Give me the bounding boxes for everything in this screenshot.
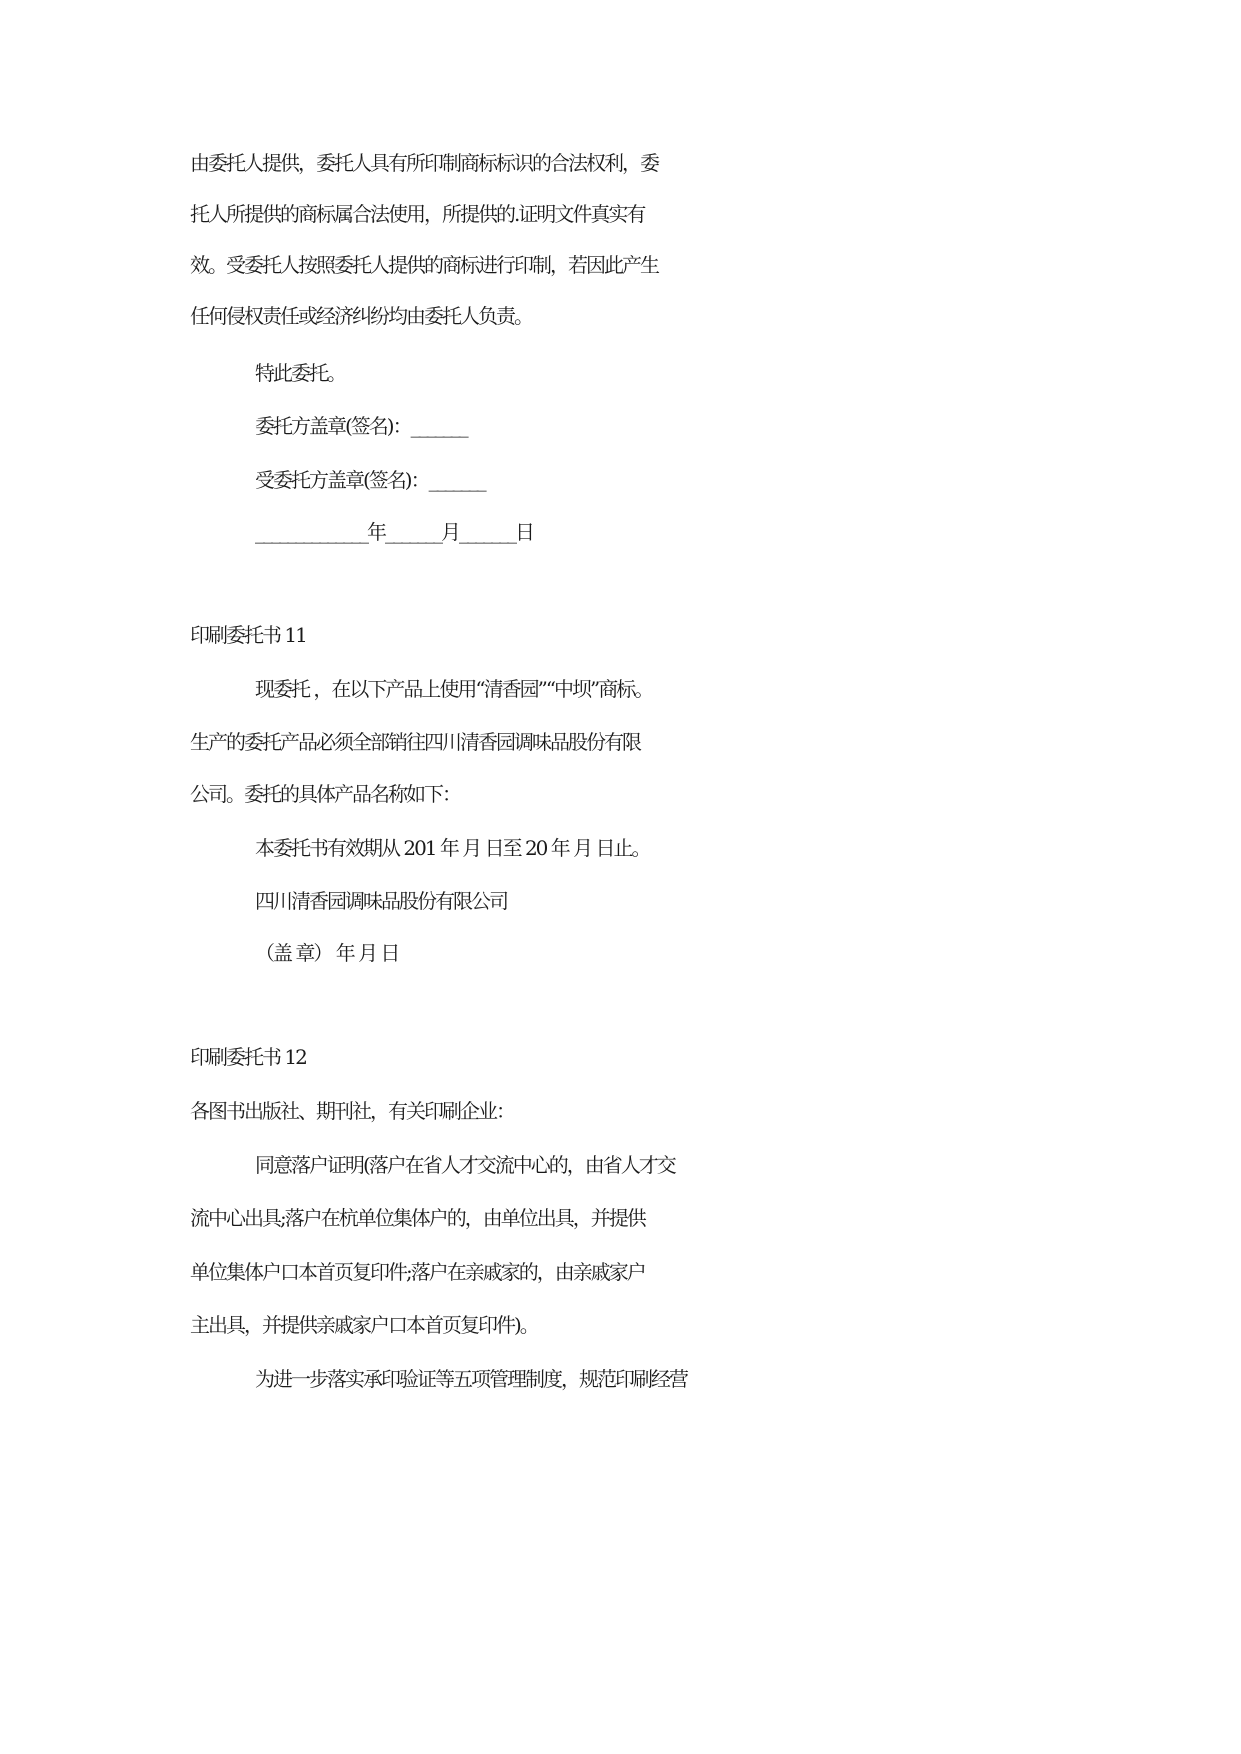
principal-signature-line: 委托方盖章(签名)：_______ xyxy=(255,414,467,438)
date-line: ______________年_______月_______日 xyxy=(255,520,533,544)
paragraph-line: 托人所提供的商标属合法使用，所提供的.证明文件真实有 xyxy=(190,202,645,226)
paragraph-line: 效。受委托人按照委托人提供的商标进行印制，若因此产生 xyxy=(190,253,658,277)
section-heading: 印刷委托书 12 xyxy=(190,1045,306,1069)
section-heading: 印刷委托书 11 xyxy=(190,623,306,647)
paragraph-line: 单位集体户口本首页复印件;落户在亲戚家的，由亲戚家户 xyxy=(190,1260,645,1284)
seal-date-line: （盖 章） 年 月 日 xyxy=(255,941,399,965)
paragraph-line: 主出具，并提供亲戚家户口本首页复印件)。 xyxy=(190,1313,538,1337)
paragraph-line: 为进一步落实承印验证等五项管理制度，规范印刷经营 xyxy=(255,1367,687,1391)
paragraph-line: 流中心出具;落户在杭单位集体户的，由单位出具，并提供 xyxy=(190,1206,645,1230)
paragraph-line: 任何侵权责任或经济纠纷均由委托人负责。 xyxy=(190,304,532,328)
paragraph-line: 现委托 ，在以下产品上使用“清香园”“中坝”商标。 xyxy=(255,677,653,701)
paragraph-line: 公司。委托的具体产品名称如下： xyxy=(190,782,460,806)
paragraph-line: 由委托人提供，委托人具有所印制商标标识的合法权利，委 xyxy=(190,151,658,175)
paragraph-line: 同意落户证明(落户在省人才交流中心的，由省人才交 xyxy=(255,1153,675,1177)
agent-signature-line: 受委托方盖章(签名)：_______ xyxy=(255,468,485,492)
validity-line: 本委托书有效期从 201 年 月 日至 20 年 月 日止。 xyxy=(255,836,650,860)
closing-text: 特此委托。 xyxy=(255,361,345,385)
salutation: 各图书出版社、期刊社，有关印刷企业： xyxy=(190,1099,514,1123)
company-name: 四川清香园调味品股份有限公司 xyxy=(255,889,507,913)
paragraph-line: 生产的委托产品必须全部销往四川清香园调味品股份有限 xyxy=(190,730,640,754)
